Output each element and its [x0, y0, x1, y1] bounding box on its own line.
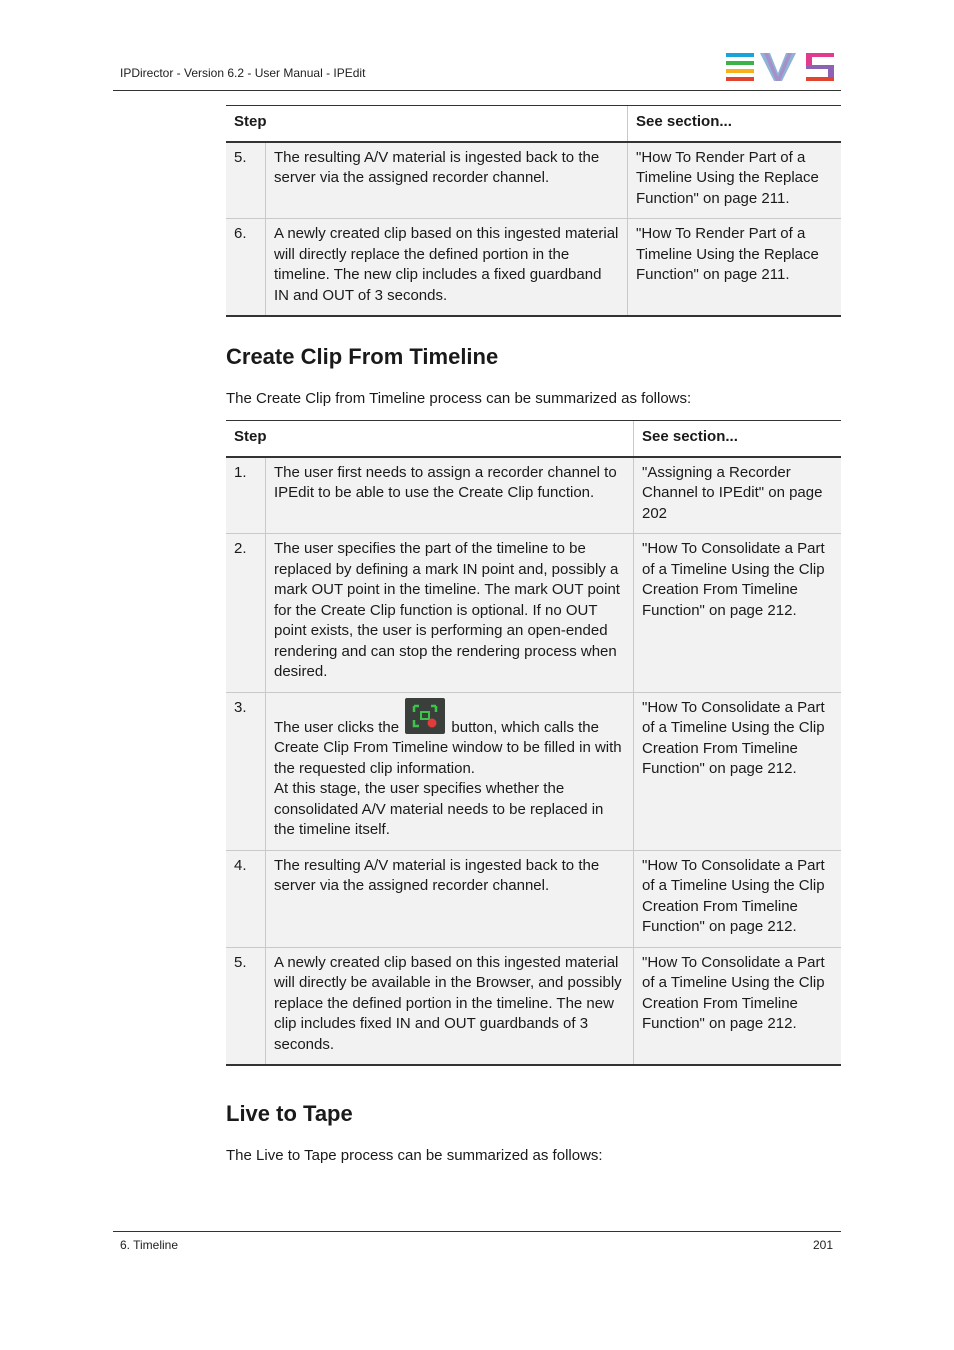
section-intro-live-to-tape: The Live to Tape process can be summarized as follows: [226, 1147, 603, 1164]
section-intro-create-clip: The Create Clip from Timeline process can be summarized as follows: [226, 390, 692, 407]
footer-chapter: 6. Timeline [120, 1238, 179, 1252]
section-heading-create-clip: Create Clip From Timeline [226, 344, 499, 369]
table-row [226, 142, 841, 219]
step-number: 5. [226, 947, 266, 1065]
column-header-see-section: See section... [634, 421, 842, 457]
step-description: The resulting A/V material is ingested back to the server via the assigned recorder channel. [266, 142, 628, 219]
step-description: The user specifies the part of the timeline to be replaced by defining a mark IN point and, possibly a mark OUT point in the timeline. The mark OUT point for the Create Clip function is optional. If no OUT point exists, the user is performing an open-ended rendering and can stop the rendering process when desired. [266, 534, 634, 693]
step-description: A newly created clip based on this ingested material will directly be available in the Browser, and possibly replace the defined portion in the timeline. The new clip includes fixed IN and OUT guardbands of 3 seconds. [266, 947, 634, 1065]
see-section-reference[interactable]: "How To Render Part of a Timeline Using the Replace Function" on page 211. [628, 219, 842, 317]
table-row [226, 219, 841, 317]
table-row [226, 947, 841, 1065]
see-section-reference[interactable]: "Assigning a Recorder Channel to IPEdit" on page 202 [634, 457, 842, 534]
step-description [266, 692, 634, 850]
section-heading-live-to-tape: Live to Tape [226, 1101, 353, 1126]
see-section-reference[interactable]: "How To Render Part of a Timeline Using the Replace Function" on page 211. [628, 142, 842, 219]
table-row [226, 457, 841, 534]
footer-rule [113, 1231, 841, 1232]
step-description: The user first needs to assign a recorder channel to IPEdit to be able to use the Create Clip function. [266, 457, 634, 534]
header-title: IPDirector - Version 6.2 - User Manual - IPEdit [120, 66, 366, 80]
see-section-reference[interactable]: "How To Consolidate a Part of a Timeline Using the Clip Creation From Timeline Function" on page 212. [634, 850, 842, 947]
header-rule [113, 90, 841, 91]
evs-logo [726, 53, 834, 81]
steps-table-render [226, 105, 841, 317]
see-section-reference[interactable]: "How To Consolidate a Part of a Timeline Using the Clip Creation From Timeline Function" on page 212. [634, 947, 842, 1065]
column-header-step: Step [226, 106, 628, 142]
step-number: 1. [226, 457, 266, 534]
step-number: 6. [226, 219, 266, 317]
step-number: 2. [226, 534, 266, 693]
column-header-see-section: See section... [628, 106, 842, 142]
step-text-before-icon: The user clicks the [274, 718, 400, 736]
see-section-reference[interactable]: "How To Consolidate a Part of a Timeline Using the Clip Creation From Timeline Function" on page 212. [634, 692, 842, 850]
step-text-after-icon: button, which calls the Create Clip From Timeline window to be filled in with the requested clip information. [274, 718, 622, 777]
step-description: The resulting A/V material is ingested back to the server via the assigned recorder channel. [266, 850, 634, 947]
step-number: 4. [226, 850, 266, 947]
steps-table-create-clip [226, 420, 841, 1066]
step-text-extra: At this stage, the user specifies whether the consolidated A/V material needs to be replaced in the timeline itself. [274, 780, 604, 838]
see-section-reference[interactable]: "How To Consolidate a Part of a Timeline Using the Clip Creation From Timeline Function" on page 212. [634, 534, 842, 693]
table-row [226, 534, 841, 693]
step-number: 5. [226, 142, 266, 219]
table-row [226, 850, 841, 947]
column-header-step: Step [226, 421, 634, 457]
table-row [226, 692, 841, 850]
step-number: 3. [226, 692, 266, 850]
footer-page-number: 201 [812, 1238, 833, 1252]
create-clip-icon [405, 698, 445, 734]
step-description: A newly created clip based on this ingested material will directly replace the defined portion in the timeline. The new clip includes a fixed guardband IN and OUT of 3 seconds. [266, 219, 628, 317]
